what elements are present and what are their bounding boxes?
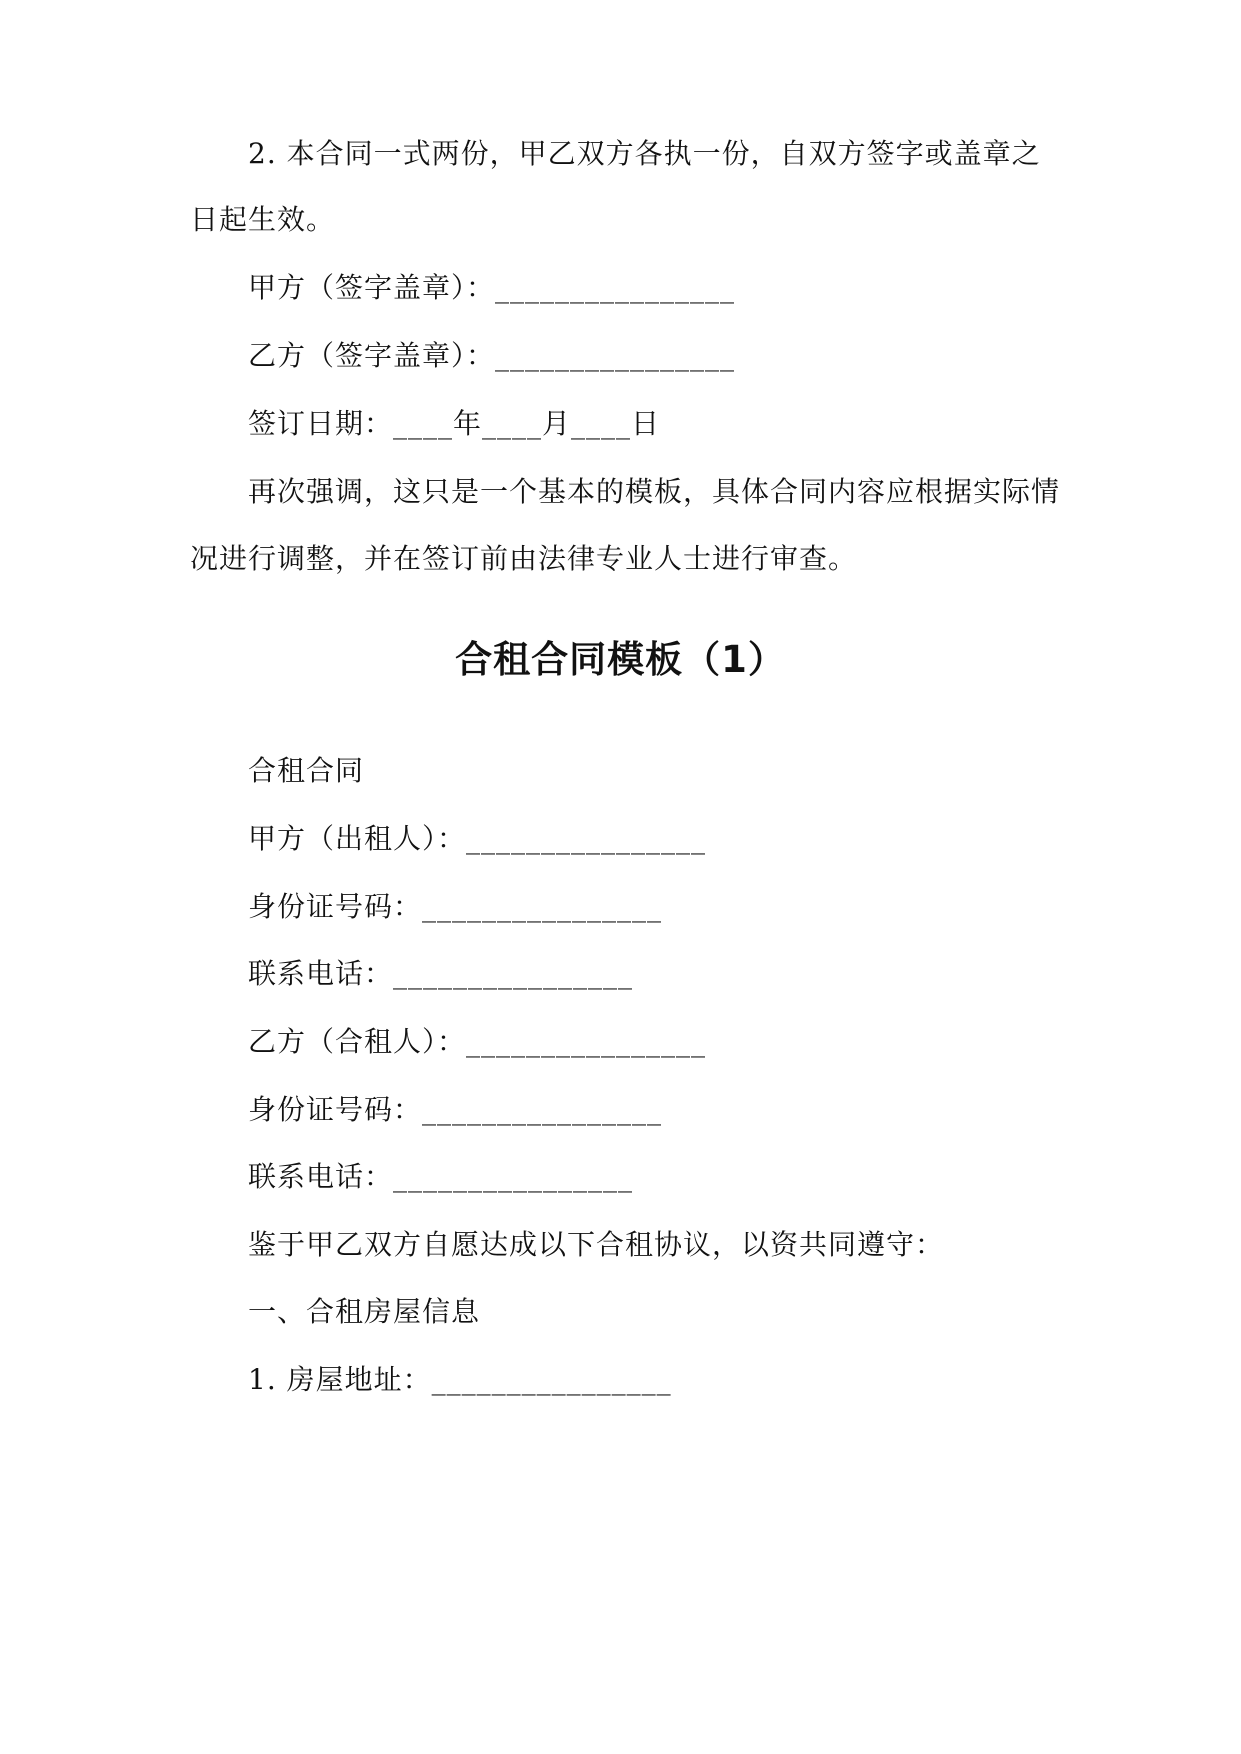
party-a-phone-line: 联系电话：________________ xyxy=(248,957,634,990)
document-title: 合租合同模板（1） xyxy=(455,638,786,681)
signing-date-line: 签订日期：____年____月____日 xyxy=(248,407,661,440)
clause-2-line-1: 2. 本合同一式两份，甲乙双方各执一份，自双方签字或盖章之 xyxy=(248,137,1041,170)
party-b-signature-line: 乙方（签字盖章）：________________ xyxy=(248,339,736,372)
clause-2-line-2: 日起生效。 xyxy=(190,203,336,236)
party-a-line: 甲方（出租人）：________________ xyxy=(248,822,707,855)
party-b-phone-line: 联系电话：________________ xyxy=(248,1160,634,1193)
party-a-signature-line: 甲方（签字盖章）：________________ xyxy=(248,271,736,304)
note-line-1: 再次强调，这只是一个基本的模板，具体合同内容应根据实际情 xyxy=(248,475,1061,508)
contract-name: 合租合同 xyxy=(248,754,365,787)
party-b-line: 乙方（合租人）：________________ xyxy=(248,1025,707,1058)
section-1-heading: 一、合租房屋信息 xyxy=(248,1295,481,1328)
house-address-line: 1. 房屋地址：________________ xyxy=(248,1363,672,1396)
preamble-line: 鉴于甲乙双方自愿达成以下合租协议，以资共同遵守： xyxy=(248,1228,945,1261)
party-a-id-line: 身份证号码：________________ xyxy=(248,890,663,923)
note-line-2: 况进行调整，并在签订前由法律专业人士进行审查。 xyxy=(190,542,858,575)
party-b-id-line: 身份证号码：________________ xyxy=(248,1093,663,1126)
